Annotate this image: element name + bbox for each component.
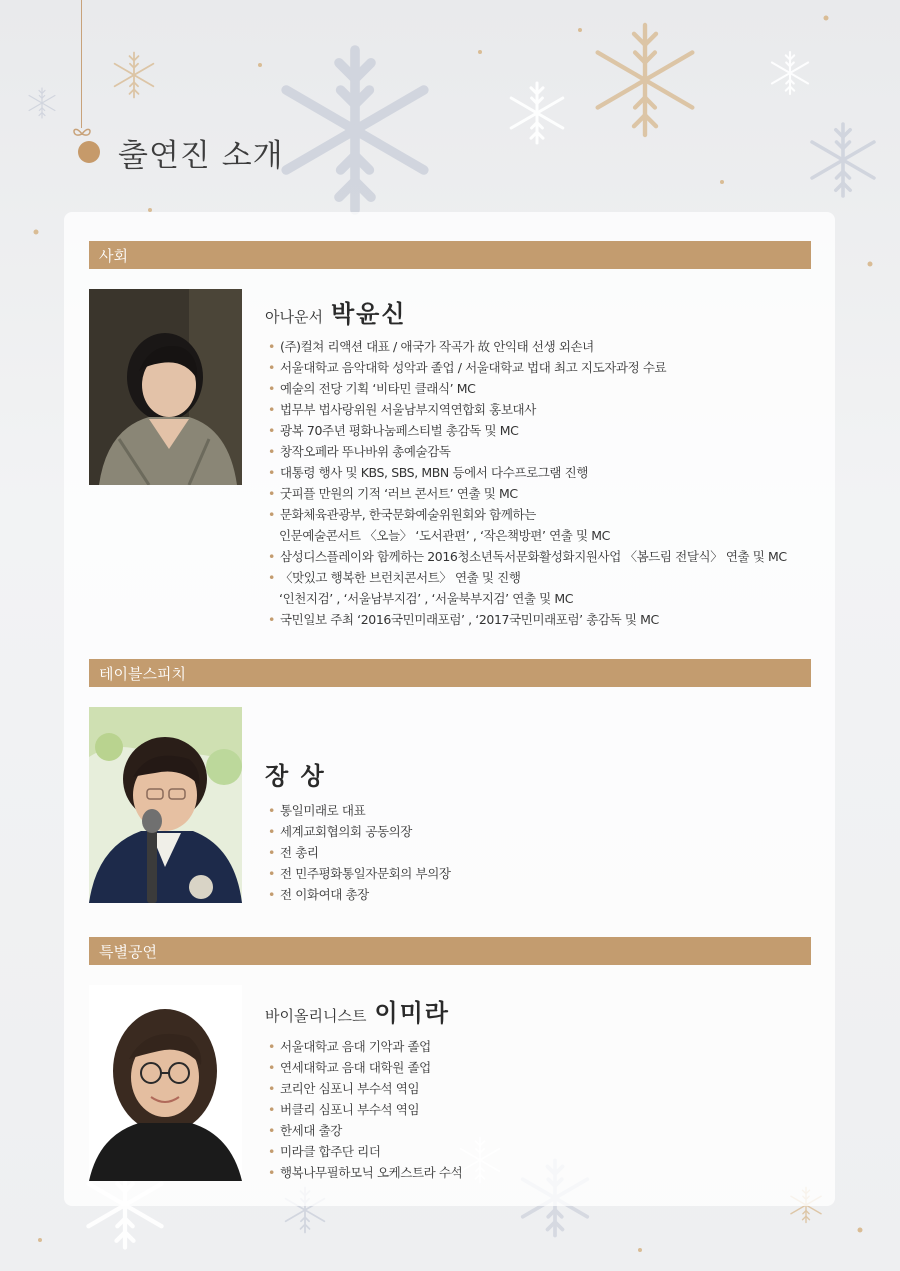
list-item: • 서울대학교 음악대학 성악과 졸업 / 서울대학교 법대 최고 지도자과정 수료 <box>268 360 667 375</box>
list-item: • 창작오페라 뚜나바위 총예술감독 <box>268 444 451 459</box>
list-item: • 전 민주평화통일자문회의 부의장 <box>268 866 451 881</box>
list-item: • 서울대학교 음대 기악과 졸업 <box>268 1039 431 1054</box>
speaker-title <box>265 756 326 791</box>
list-item: • 삼성디스플레이와 함께하는 2016청소년독서문화활성화지원사업 〈봄드림 전달식〉 연출 및 MC <box>268 549 787 564</box>
list-item: • 세계교회협의회 공동의장 <box>268 824 412 839</box>
list-item: • 전 총리 <box>268 845 319 860</box>
speaker-name: 장 상 <box>265 761 326 790</box>
performer-role: 바이올리니스트 <box>265 1007 367 1025</box>
portrait-icon <box>89 985 242 1181</box>
list-item: • 코리안 심포니 부수석 역임 <box>268 1081 420 1096</box>
ornament-string <box>81 0 82 128</box>
list-item: • 〈맛있고 행복한 브런치콘서트〉 연출 및 진행 <box>268 570 521 585</box>
list-item: • 통일미래로 대표 <box>268 803 366 818</box>
host-role: 아나운서 <box>265 308 323 326</box>
list-item: • 국민일보 주최 ‘2016국민미래포럼’ , ‘2017국민미래포럼’ 총감독 및 MC <box>268 612 659 627</box>
list-item: ‘인천지검’ , ‘서울남부지검’ , ‘서울북부지검’ 연출 및 MC <box>279 591 574 606</box>
list-item: 인문예술콘서트 〈오늘〉 ‘도서관편’ , ‘작은책방편’ 연출 및 MC <box>279 528 610 543</box>
list-item: • 전 이화여대 총장 <box>268 887 369 902</box>
performer-photo <box>89 985 242 1181</box>
list-item: • 굿피플 만원의 기적 ‘러브 콘서트’ 연출 및 MC <box>268 486 518 501</box>
page-title <box>78 132 284 172</box>
list-item: • (주)컬쳐 리액션 대표 / 애국가 작곡가 故 안익태 선생 외손녀 <box>268 339 594 354</box>
list-item: • 법무부 법사랑위원 서울남부지역연합회 홍보대사 <box>268 402 536 417</box>
list-item: • 행복나무필하모닉 오케스트라 수석 <box>268 1165 463 1180</box>
performer-title <box>265 993 450 1028</box>
host-title <box>265 294 407 329</box>
list-item: • 예술의 전당 기획 ‘비타민 클래식’ MC <box>268 381 476 396</box>
section-header-special-performance: 특별공연 <box>89 937 811 965</box>
host-photo <box>89 289 242 485</box>
page-title-text: 출연진 소개 <box>118 137 284 174</box>
host-name: 박윤신 <box>330 299 407 328</box>
section-header-host: 사회 <box>89 241 811 269</box>
list-item: • 한세대 출강 <box>268 1123 342 1138</box>
performer-name: 이미라 <box>374 998 450 1027</box>
list-item: • 광복 70주년 평화나눔페스티벌 총감독 및 MC <box>268 423 519 438</box>
list-item: • 버클리 심포니 부수석 역임 <box>268 1102 420 1117</box>
portrait-icon <box>89 289 242 485</box>
performer-bio-list <box>268 1036 462 1183</box>
list-item: • 문화체육관광부, 한국문화예술위원회와 함께하는 <box>268 507 536 522</box>
speaker-photo <box>89 707 242 903</box>
portrait-icon <box>89 707 242 903</box>
host-bio-list <box>268 336 787 630</box>
section-header-table-speech: 테이블스피치 <box>89 659 811 687</box>
ornament-ball-icon <box>78 141 100 163</box>
list-item: • 연세대학교 음대 대학원 졸업 <box>268 1060 431 1075</box>
speaker-bio-list <box>268 800 451 905</box>
list-item: • 미라클 합주단 리더 <box>268 1144 381 1159</box>
list-item: • 대통령 행사 및 KBS, SBS, MBN 등에서 다수프로그램 진행 <box>268 465 589 480</box>
